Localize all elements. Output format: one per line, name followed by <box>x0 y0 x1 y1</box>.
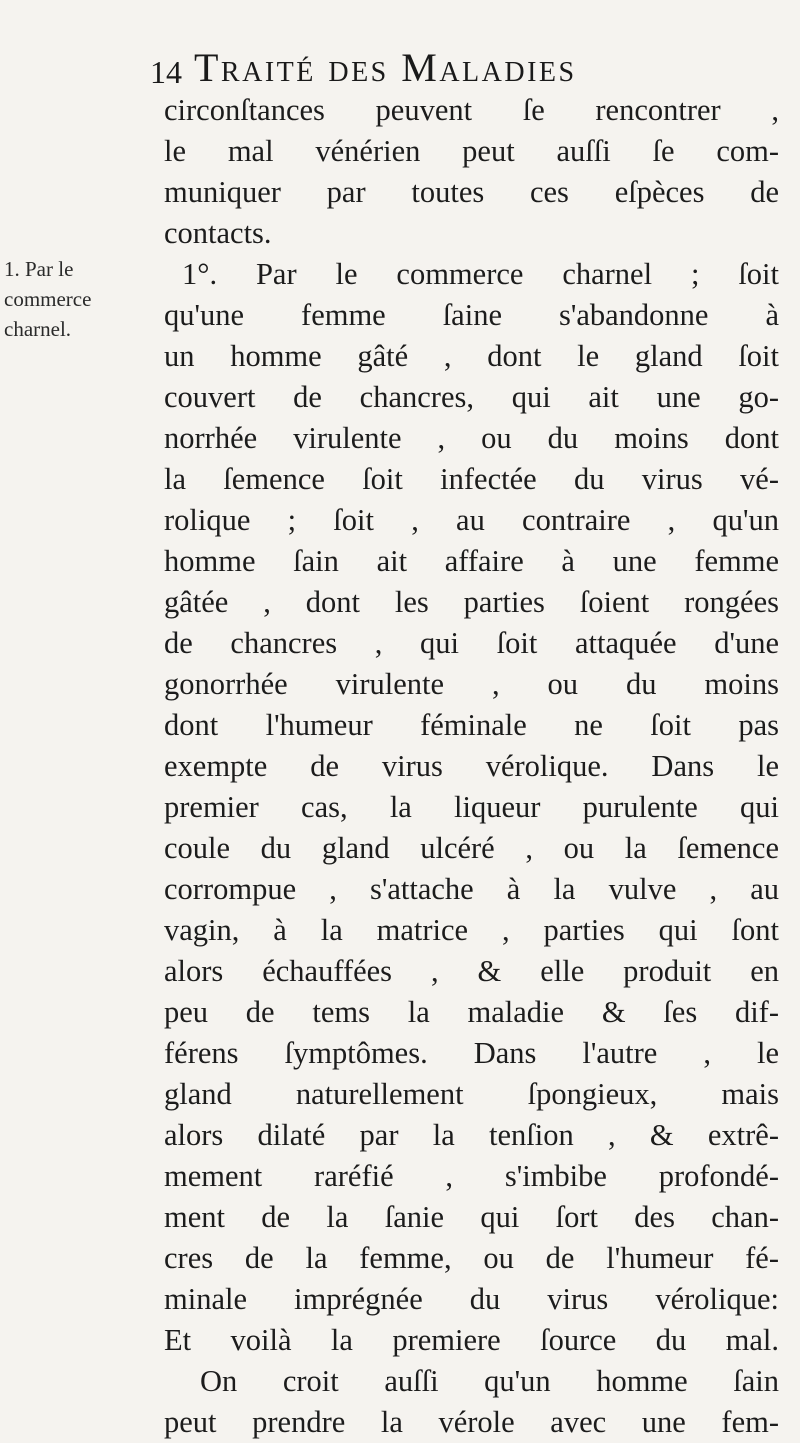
text-line: muniquer par toutes ces eſpèces de <box>164 175 779 209</box>
text-line: gâtée , dont les parties ſoient rongées <box>164 585 779 619</box>
text-line: le mal vénérien peut auſſi ſe com- <box>164 134 779 168</box>
text-line: premier cas, la liqueur purulente qui <box>164 790 779 824</box>
text-line: ment de la ſanie qui ſort des chan- <box>164 1200 779 1234</box>
text-line: Et voilà la premiere ſource du mal. <box>164 1323 779 1357</box>
text-line: mement raréfié , s'imbibe profondé- <box>164 1159 779 1193</box>
text-line: circonſtances peuvent ſe rencontrer , <box>164 93 779 127</box>
text-line: cres de la femme, ou de l'humeur fé- <box>164 1241 779 1275</box>
text-line: contacts. <box>164 216 272 250</box>
text-line: corrompue , s'attache à la vulve , au <box>164 872 779 906</box>
text-line: dont l'humeur féminale ne ſoit pas <box>164 708 779 742</box>
text-line: la ſemence ſoit infectée du virus vé- <box>164 462 779 496</box>
text-line: peut prendre la vérole avec une fem- <box>164 1405 779 1439</box>
margin-note-line: 1. Par le <box>4 257 74 281</box>
margin-note-line: charnel. <box>4 317 72 341</box>
text-line: minale imprégnée du virus vérolique: <box>164 1282 779 1316</box>
text-line: rolique ; ſoit , au contraire , qu'un <box>164 503 779 537</box>
text-line: alors échauffées , & elle produit en <box>164 954 779 988</box>
text-line: un homme gâté , dont le gland ſoit <box>164 339 779 373</box>
running-title: Traité des Maladies <box>194 45 577 90</box>
running-head <box>150 44 790 90</box>
text-line: gonorrhée virulente , ou du moins <box>164 667 779 701</box>
text-line: 1°. Par le commerce charnel ; ſoit <box>182 257 779 291</box>
text-line: qu'une femme ſaine s'abandonne à <box>164 298 779 332</box>
margin-note-line: commerce <box>4 287 92 311</box>
body-text <box>164 90 779 1443</box>
text-line: alors dilaté par la tenſion , & extrê- <box>164 1118 779 1152</box>
text-line: norrhée virulente , ou du moins dont <box>164 421 779 455</box>
text-line: couvert de chancres, qui ait une go- <box>164 380 779 414</box>
page-number: 14 <box>150 54 182 90</box>
text-line: férens ſymptômes. Dans l'autre , le <box>164 1036 779 1070</box>
text-line: de chancres , qui ſoit attaquée d'une <box>164 626 779 660</box>
text-line: coule du gland ulcéré , ou la ſemence <box>164 831 779 865</box>
text-line: peu de tems la maladie & ſes dif- <box>164 995 779 1029</box>
text-line: homme ſain ait affaire à une femme <box>164 544 779 578</box>
text-line: gland naturellement ſpongieux, mais <box>164 1077 779 1111</box>
text-line: vagin, à la matrice , parties qui ſont <box>164 913 779 947</box>
margin-note <box>4 254 164 344</box>
text-line: On croit auſſi qu'un homme ſain <box>200 1364 779 1398</box>
text-line: exempte de virus vérolique. Dans le <box>164 749 779 783</box>
